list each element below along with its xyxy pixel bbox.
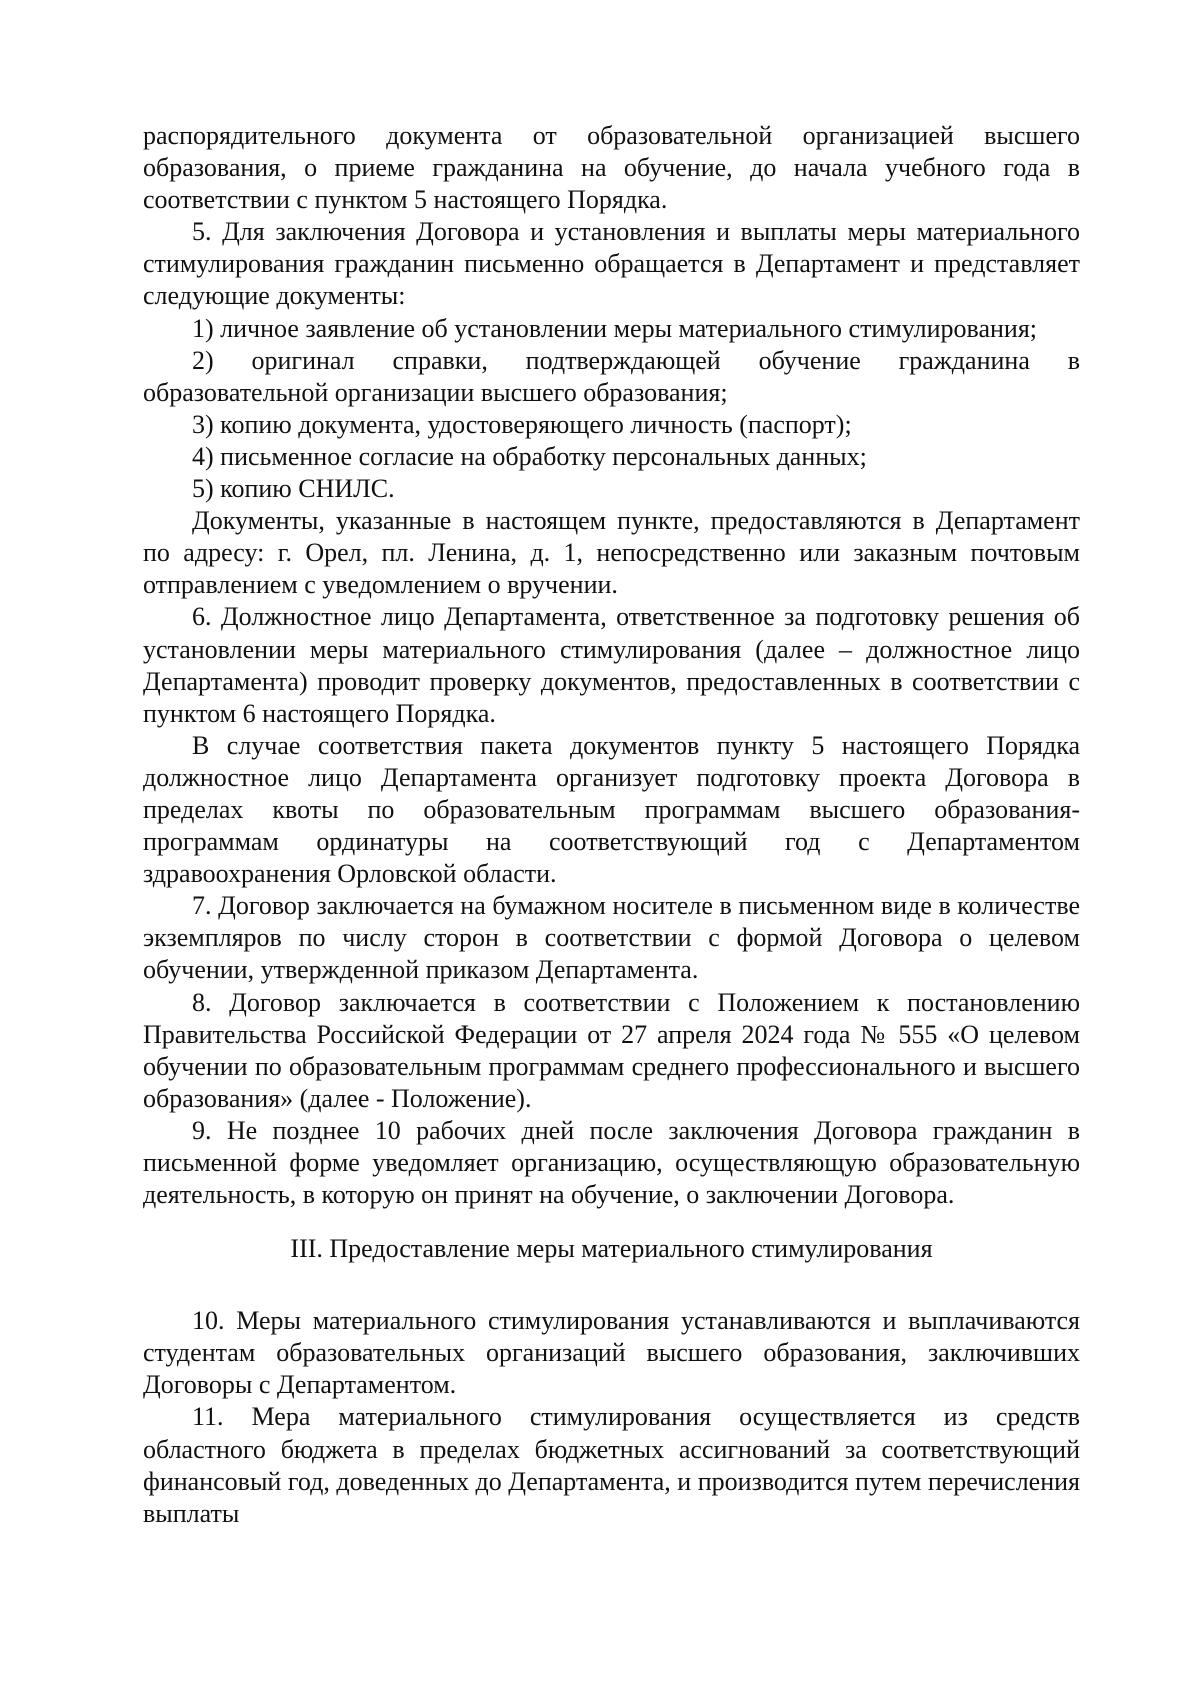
bottom-section bbox=[143, 1305, 1080, 1530]
document-page bbox=[143, 120, 1080, 1530]
paragraph-documents-address: Документы, указанные в настоящем пункте, предоставляются в Департамент по адресу: г. Орел, пл. Ленина, д. 1, непосредственно или заказным почтовым отправлением с уведомлением о вручении. bbox=[143, 506, 1080, 600]
paragraph-item-7: 7. Договор заключается на бумажном носителе в письменном виде в количестве экземпляров по числу сторон в соответствии с формой Договора о целевом обучении, утвержденной приказом Департамента. bbox=[143, 891, 1080, 985]
list-item-1: 1) личное заявление об установлении меры материального стимулирования; bbox=[192, 313, 1038, 343]
list-item-2: 2) оригинал справки, подтверждающей обучение гражданина в образовательной организации высшего образования; bbox=[143, 345, 1080, 407]
list-item-4: 4) письменное согласие на обработку персональных данных; bbox=[192, 441, 867, 471]
paragraph-item-5: 5. Для заключения Договора и установления и выплаты меры материального стимулирования гражданин письменно обращается в Департамент и представляет следующие документы: bbox=[143, 217, 1080, 311]
top-section bbox=[143, 120, 1080, 1211]
section-heading: III. Предоставление меры материального стимулирования bbox=[290, 1234, 933, 1264]
paragraph-continuation: распорядительного документа от образовательной организацией высшего образования, о приеме гражданина на обучение, до начала учебного года в соответствии с пунктом 5 настоящего Порядка. bbox=[143, 121, 1080, 215]
paragraph-item-11: 11. Мера материального стимулирования осуществляется из средств областного бюджета в пределах бюджетных ассигнований за соответствующий финансовый год, доведенных до Департамента, и производится путем перечисления выплаты bbox=[143, 1402, 1080, 1528]
paragraph-item-6: 6. Должностное лицо Департамента, ответственное за подготовку решения об установлении меры материального стимулирования (далее – должностное лицо Департамента) проводит проверку документов, предоставленных в соответствии с пунктом 6 настоящего Порядка. bbox=[143, 602, 1080, 728]
paragraph-item-9: 9. Не позднее 10 рабочих дней после заключения Договора гражданин в письменной форме уведомляет организацию, осуществляющую образовательную деятельность, в которую он принят на обучение, о заключении Договора. bbox=[143, 1115, 1080, 1210]
paragraph-item-10: 10. Меры материального стимулирования устанавливаются и выплачиваются студентам образовательных организаций высшего образования, заключивших Договоры с Департаментом. bbox=[143, 1306, 1080, 1400]
list-item-3: 3) копию документа, удостоверяющего личность (паспорт); bbox=[192, 409, 852, 439]
paragraph-item-8: 8. Договор заключается в соответствии с Положением к постановлению Правительства Российской Федерации от 27 апреля 2024 года № 555 «О целевом обучении по образовательным программам среднего профессионального и высшего образования» (далее - Положение). bbox=[143, 987, 1080, 1113]
list-item-5: 5) копию СНИЛС. bbox=[192, 474, 395, 504]
paragraph-quota: В случае соответствия пакета документов пункту 5 настоящего Порядка должностное лицо Департамента организует подготовку проекта Договора в пределах квоты по образовательным программам высшего образования-программам ординатуры на соответствующий год с Департаментом здравоохранения Орловской области. bbox=[143, 730, 1080, 889]
